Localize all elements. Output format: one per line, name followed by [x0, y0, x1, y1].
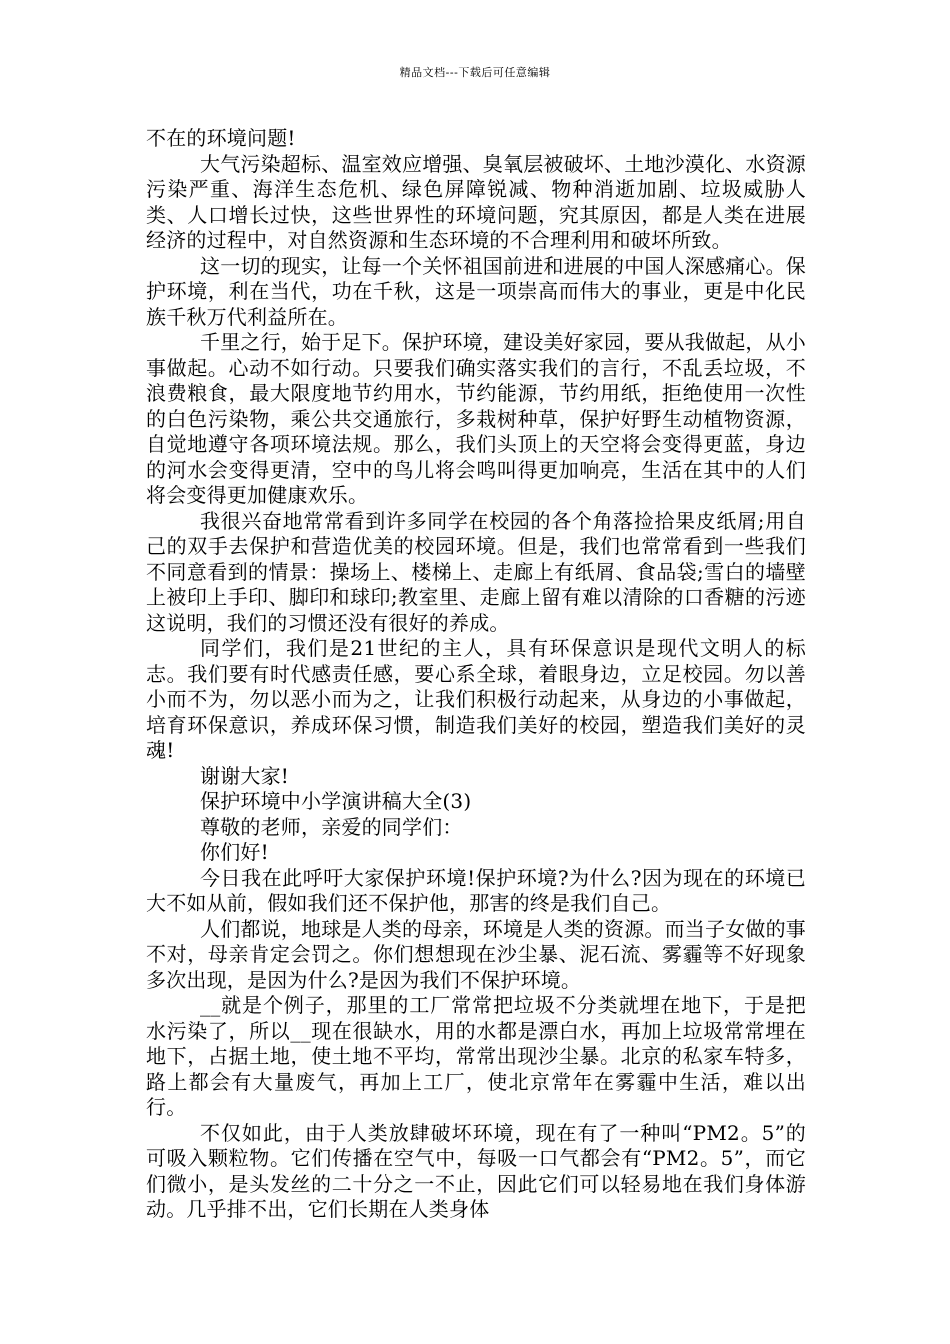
section-title: 保护环境中小学演讲稿大全(3) — [200, 789, 472, 813]
document-body — [146, 126, 806, 1223]
salutation: 尊敬的老师，亲爱的同学们： — [200, 814, 463, 839]
paragraph: 今日我在此呼吁大家保护环境!保护环境?为什么?因为现在的环境已大不如从前，假如我们还不保护他，那害的终是我们自己。 — [146, 865, 806, 915]
paragraph: 人们都说，地球是人类的母亲，环境是人类的资源。而当子女做的事不对，母亲肯定会罚之。你们想想现在沙尘暴、泥石流、雾霾等不好现象多次出现，是因为什么?是因为我们不保护环境。 — [146, 916, 806, 992]
paragraph: __就是个例子，那里的工厂常常把垃圾不分类就埋在地下，于是把水污染了，所以__现在很缺水，用的水都是漂白水，再加上垃圾常常埋在地下，占据土地，使土地不平均，常常出现沙尘暴。北京的私家车特多，路上都会有大量废气，再加上工厂，使北京常年在雾霾中生活，难以出行。 — [146, 993, 806, 1119]
paragraph: 不在的环境问题! — [146, 126, 296, 150]
greeting: 你们好! — [200, 840, 269, 864]
page-header: 精品文档---下载后可任意编辑 — [399, 66, 551, 79]
paragraph: 大气污染超标、温室效应增强、臭氧层被破坏、土地沙漠化、水资源污染严重、海洋生态危机、绿色屏障锐减、物种消逝加剧、垃圾威胁人类、人口增长过快，这些世界性的环境问题，究其原因，都是人类在进展经济的过程中，对自然资源和生态环境的不合理利用和破坏所致。 — [146, 151, 806, 252]
paragraph: 同学们，我们是21世纪的主人，具有环保意识是现代文明人的标志。我们要有时代感责任感，要心系全球，着眼身边，立足校园。勿以善小而不为，勿以恶小而为之，让我们积极行动起来，从身边的小事做起，培育环保意识，养成环保习惯，制造我们美好的校园，塑造我们美好的灵魂! — [146, 636, 806, 762]
paragraph: 我很兴奋地常常看到许多同学在校园的各个角落捡拾果皮纸屑;用自己的双手去保护和营造优美的校园环境。但是，我们也常常看到一些我们不同意看到的情景：操场上、楼梯上、走廊上有纸屑、食品袋;雪白的墙壁上被印上手印、脚印和球印;教室里、走廊上留有难以清除的口香糖的污迹这说明，我们的习惯还没有很好的养成。 — [146, 508, 806, 635]
paragraph: 不仅如此，由于人类放肆破坏环境，现在有了一种叫“PM2。5”的可吸入颗粒物。它们传播在空气中，每吸一口气都会有“PM2。5”，而它们微小，是头发丝的二十分之一不止，因此它们可以轻易地在我们身体游动。几乎排不出，它们长期在人类身体 — [146, 1120, 806, 1221]
paragraph: 千里之行，始于足下。保护环境，建设美好家园，要从我做起，从小事做起。心动不如行动。只要我们确实落实我们的言行，不乱丢垃圾，不浪费粮食，最大限度地节约用水，节约能源，节约用纸，拒绝使用一次性的白色污染物，乘公共交通旅行，多栽树种草，保护好野生动植物资源，自觉地遵守各项环境法规。那么，我们头顶上的天空将会变得更蓝，身边的河水会变得更清，空中的鸟儿将会鸣叫得更加响亮，生活在其中的人们将会变得更加健康欢乐。 — [146, 330, 806, 507]
closing-line: 谢谢大家! — [200, 763, 290, 788]
paragraph: 这一切的现实，让每一个关怀祖国前进和进展的中国人深感痛心。保护环境，利在当代，功在千秋，这是一项崇高而伟大的事业，更是中化民族千秋万代利益所在。 — [146, 253, 806, 329]
